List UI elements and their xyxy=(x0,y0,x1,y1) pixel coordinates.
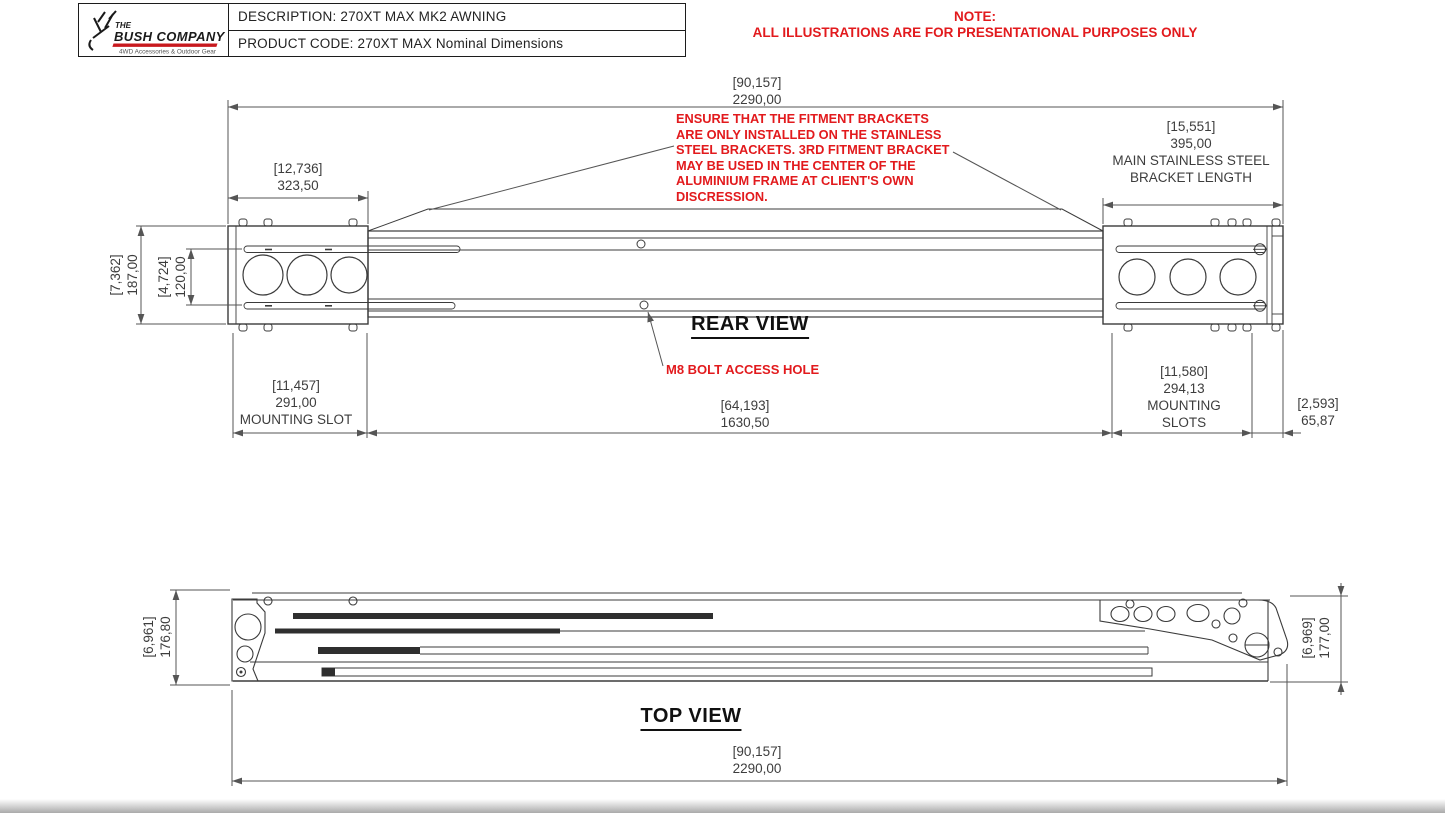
warning-leader-right xyxy=(953,152,1061,210)
dim-label-slot-height: [4,724] 120,00 xyxy=(156,256,188,298)
dim-label-mounting-slots: [11,580] 294,13 MOUNTING SLOTS xyxy=(1147,364,1221,430)
top-beam-profile xyxy=(233,593,1270,681)
rear-left-bracket-bolts xyxy=(239,219,357,331)
rear-main-beam xyxy=(368,231,1103,317)
logo-red-bar xyxy=(112,44,217,47)
dim-label-overall-rear: [90,157] 2290,00 xyxy=(732,75,782,107)
dim-label-overall-top: [90,157] 2290,00 xyxy=(732,744,782,776)
rear-view-title: REAR VIEW xyxy=(691,313,809,339)
dim-label-center-span: [64,193] 1630,50 xyxy=(720,398,770,430)
m8-leader xyxy=(648,312,663,366)
bush-company-logo-graphic xyxy=(79,4,226,55)
note-body: ALL ILLUSTRATIONS ARE FOR PRESENTATIONAL PURPOSES ONLY xyxy=(752,25,1198,40)
rear-right-bracket xyxy=(1103,219,1283,331)
description-row: DESCRIPTION: 270XT MAX MK2 AWNING xyxy=(229,4,685,31)
title-block xyxy=(78,3,686,57)
m8-access-hole-top xyxy=(637,240,645,248)
m8-access-hole-bottom xyxy=(640,301,648,309)
note-title: NOTE: xyxy=(953,9,996,24)
logo-the: THE xyxy=(115,21,131,30)
dim-label-top-left-height: [6,961] 176,80 xyxy=(141,616,173,658)
rear-back-panel xyxy=(368,209,1103,231)
warning-leader-left xyxy=(429,146,674,210)
dim-label-end-offset: [2,593] 65,87 xyxy=(1297,396,1339,428)
top-view-drawing xyxy=(232,593,1288,681)
dim-label-height: [7,362] 187,00 xyxy=(108,254,140,296)
title-block-text xyxy=(229,4,685,56)
rear-left-bracket xyxy=(228,219,460,331)
rear-right-bracket-bolts xyxy=(1124,219,1280,331)
warning-line: ALUMINIUM FRAME AT CLIENT'S OWN xyxy=(676,173,914,189)
fitment-warning xyxy=(676,111,949,205)
company-logo xyxy=(79,4,229,56)
m8-bolt-access-label: M8 BOLT ACCESS HOLE xyxy=(666,362,820,377)
antler-icon xyxy=(89,11,116,50)
dim-label-top-right-height: [6,969] 177,00 xyxy=(1300,617,1332,659)
dim-label-left-bracket: [12,736] 323,50 xyxy=(273,161,323,193)
logo-name: BUSH COMPANY xyxy=(114,29,225,44)
warning-line: DISCRESSION. xyxy=(676,188,768,204)
product-code-row: PRODUCT CODE: 270XT MAX Nominal Dimensions xyxy=(238,35,564,51)
presentation-note xyxy=(753,9,1198,41)
warning-line: ARE ONLY INSTALLED ON THE STAINLESS xyxy=(676,126,942,142)
logo-tagline: 4WD Accessories & Outdoor Gear xyxy=(119,48,216,55)
dim-label-mounting-slot: [11,457] 291,00 MOUNTING SLOT xyxy=(239,378,353,427)
warning-line: ENSURE THAT THE FITMENT BRACKETS xyxy=(676,111,929,126)
top-right-plate xyxy=(1100,599,1288,660)
warning-line: MAY BE USED IN THE CENTER OF THE xyxy=(676,157,916,173)
top-view-title: TOP VIEW xyxy=(640,705,741,731)
page-bottom-shadow xyxy=(0,799,1445,813)
dim-label-right-bracket: [15,551] 395,00 MAIN STAINLESS STEEL BRACKET LENGTH xyxy=(1112,119,1270,185)
warning-line: STEEL BRACKETS. 3RD FITMENT BRACKET xyxy=(676,142,950,158)
